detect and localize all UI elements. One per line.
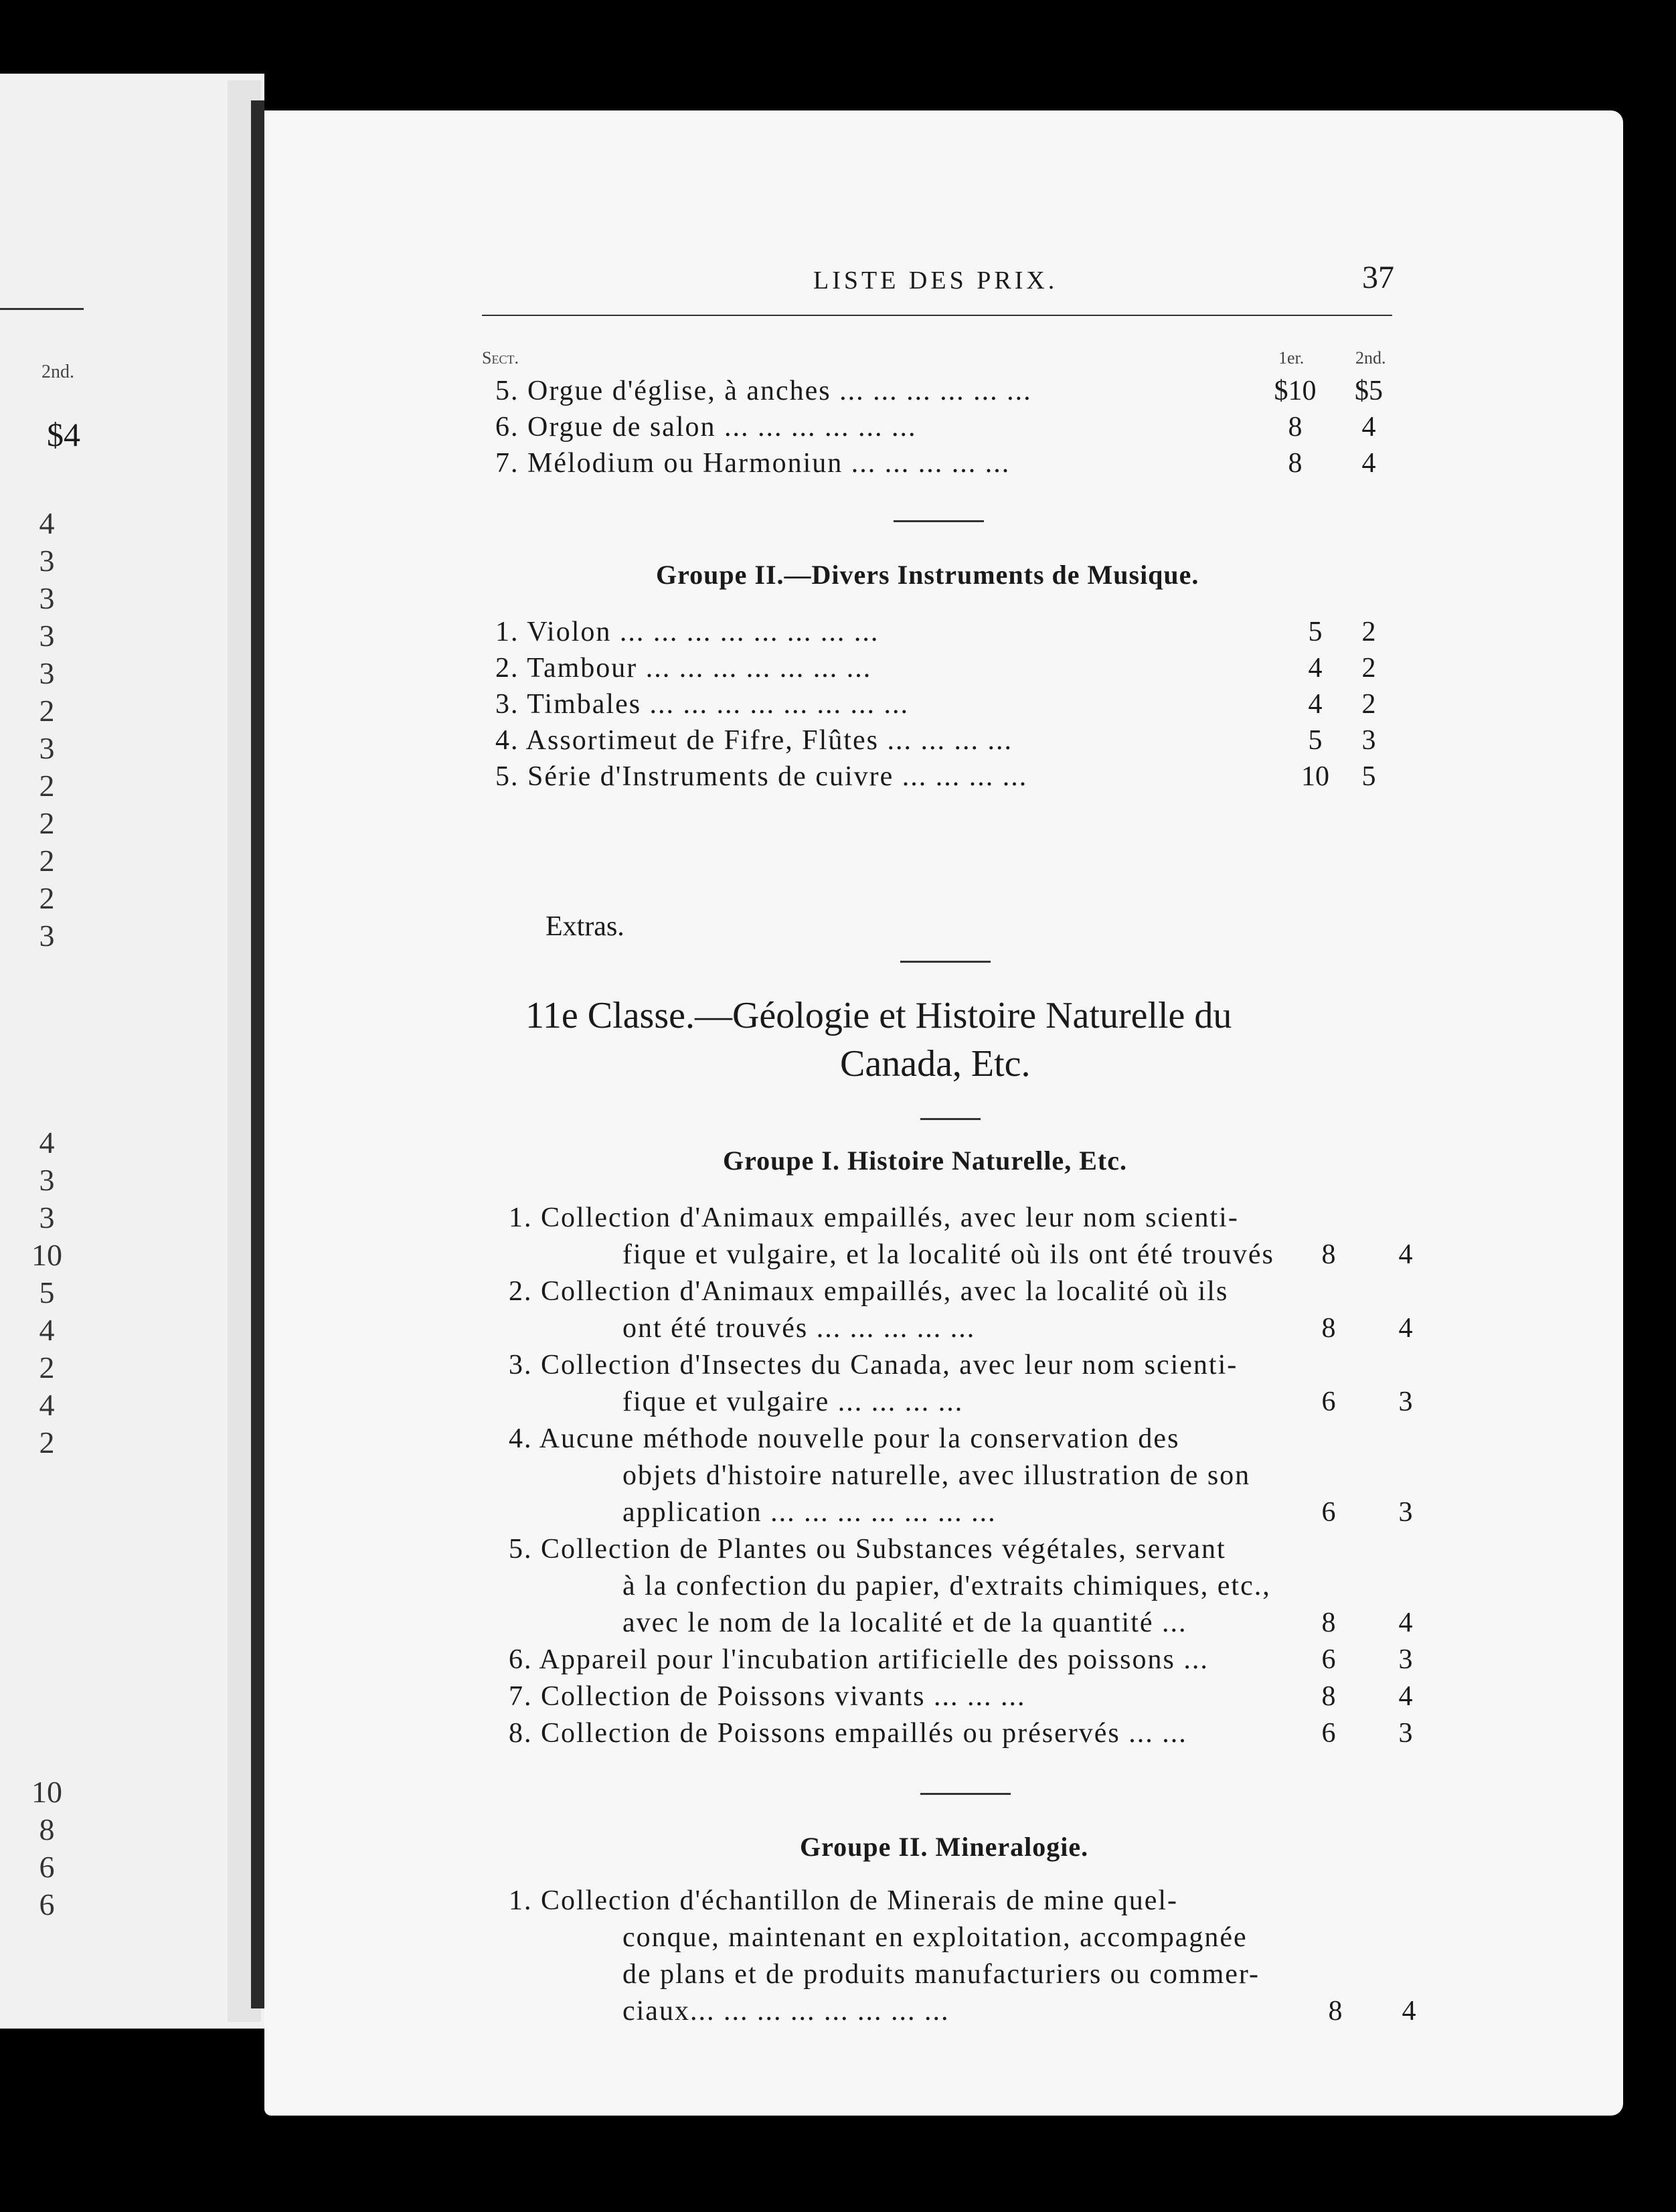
item-label: 7. Mélodium ou Harmoniun ... ... ... ... ...: [495, 448, 1011, 479]
left-value: 2: [39, 806, 55, 840]
first-prize-value: 8: [1321, 1313, 1336, 1344]
book-gutter: [251, 100, 264, 2008]
left-value: 3: [39, 656, 55, 690]
first-prize-value: 5: [1308, 617, 1323, 647]
first-prize-column-label: 1er.: [1278, 348, 1305, 368]
second-prize-value: 5: [1361, 761, 1376, 792]
item-line: 5. Collection de Plantes ou Substances végétales, servant: [509, 1534, 1226, 1565]
first-prize-value: 6: [1321, 1387, 1336, 1417]
item-line: 1. Collection d'Animaux empaillés, avec leur nom scienti-: [509, 1202, 1239, 1233]
second-prize-value: 3: [1398, 1497, 1413, 1528]
left-value: 10: [31, 1238, 62, 1272]
classe-title-line-2: Canada, Etc.: [840, 1043, 1031, 1085]
left-value: 3: [39, 1200, 55, 1235]
classe-title-line-1: 11e Classe.—Géologie et Histoire Naturelle du: [525, 995, 1232, 1036]
item-label: 2. Tambour ... ... ... ... ... ... ...: [495, 653, 872, 684]
left-page-fragment: [0, 74, 264, 2029]
left-value: 4: [39, 1125, 55, 1160]
item-label: 5. Orgue d'église, à anches ... ... ... ... ... ...: [495, 376, 1032, 406]
left-value: 4: [39, 1388, 55, 1422]
groupe-2-title: Groupe II.—Divers Instruments de Musique.: [656, 560, 1199, 590]
item-line: 4. Aucune méthode nouvelle pour la conservation des: [509, 1423, 1180, 1454]
classe-groupe-1-title: Groupe I. Histoire Naturelle, Etc.: [723, 1146, 1127, 1176]
item-line: fique et vulgaire ... ... ... ...: [622, 1387, 964, 1417]
section-divider: [894, 520, 984, 522]
item-label: 4. Assortimeut de Fifre, Flûtes ... ... ... ...: [495, 725, 1013, 756]
first-prize-value: $10: [1274, 376, 1317, 406]
left-value: 4: [39, 1313, 55, 1347]
item-line: ont été trouvés ... ... ... ... ...: [622, 1313, 976, 1344]
first-prize-value: 8: [1288, 448, 1303, 479]
item-line: de plans et de produits manufacturiers ou commer-: [622, 1959, 1260, 1990]
item-line: ciaux... ... ... ... ... ... ... ...: [622, 1996, 950, 2027]
second-prize-value: 3: [1398, 1387, 1413, 1417]
left-value: 2: [39, 694, 55, 728]
second-prize-value: 4: [1361, 412, 1376, 443]
item-line: objets d'histoire naturelle, avec illustration de son: [622, 1460, 1251, 1491]
item-label: 3. Timbales ... ... ... ... ... ... ... ...: [495, 689, 910, 720]
second-prize-value: 2: [1361, 653, 1376, 684]
left-value: 3: [39, 731, 55, 765]
second-prize-value: 4: [1361, 448, 1376, 479]
item-line: avec le nom de la localité et de la quantité ...: [622, 1607, 1187, 1638]
first-prize-value: 6: [1321, 1718, 1336, 1749]
item-label: 1. Violon ... ... ... ... ... ... ... ...: [495, 617, 879, 647]
second-prize-value: 4: [1398, 1607, 1413, 1638]
left-value: 10: [31, 1775, 62, 1809]
left-value: 4: [39, 506, 55, 540]
second-prize-value: 2: [1361, 617, 1376, 647]
item-label: 5. Série d'Instruments de cuivre ... ... ... ...: [495, 761, 1028, 792]
second-prize-value: 4: [1398, 1681, 1413, 1712]
item-line: 2. Collection d'Animaux empaillés, avec la localité où ils: [509, 1276, 1229, 1307]
classe-groupe-2-title: Groupe II. Mineralogie.: [800, 1832, 1089, 1862]
left-value: 3: [39, 581, 55, 615]
classe-divider: [900, 961, 991, 963]
first-prize-value: 8: [1288, 412, 1303, 443]
item-line: 8. Collection de Poissons empaillés ou préservés ... ...: [509, 1718, 1187, 1749]
left-value: 3: [39, 619, 55, 653]
left-value: 2: [39, 1350, 55, 1385]
second-prize-value: 3: [1398, 1718, 1413, 1749]
page-number: 37: [1362, 260, 1394, 295]
first-prize-value: 5: [1308, 725, 1323, 756]
second-prize-value: 4: [1402, 1996, 1416, 2027]
item-line: conque, maintenant en exploitation, accompagnée: [622, 1922, 1248, 1953]
first-prize-value: 10: [1301, 761, 1329, 792]
running-title: LISTE DES PRIX.: [813, 266, 1058, 295]
left-rule: [0, 308, 84, 310]
first-prize-value: 6: [1321, 1644, 1336, 1675]
item-line: application ... ... ... ... ... ... ...: [622, 1497, 997, 1528]
second-prize-value: 4: [1398, 1239, 1413, 1270]
document-page: [264, 110, 1623, 2116]
second-prize-value: $5: [1355, 376, 1383, 406]
first-prize-value: 8: [1321, 1681, 1336, 1712]
header-rule: [482, 315, 1392, 316]
second-prize-value: 3: [1398, 1644, 1413, 1675]
second-prize-value: 3: [1361, 725, 1376, 756]
first-prize-value: 8: [1321, 1607, 1336, 1638]
first-prize-value: 6: [1321, 1497, 1336, 1528]
left-column-label: 2nd.: [41, 362, 74, 382]
left-value: 3: [39, 919, 55, 953]
item-label: 6. Orgue de salon ... ... ... ... ... ...: [495, 412, 917, 443]
item-line: fique et vulgaire, et la localité où ils ont été trouvés: [622, 1239, 1274, 1270]
left-value: 8: [39, 1812, 55, 1846]
left-value: 2: [39, 769, 55, 803]
item-line: 7. Collection de Poissons vivants ... ... ...: [509, 1681, 1026, 1712]
item-line: 1. Collection d'échantillon de Minerais de mine quel-: [509, 1885, 1178, 1916]
first-prize-value: 4: [1308, 689, 1323, 720]
left-first-value: $4: [47, 416, 80, 453]
first-prize-value: 8: [1328, 1996, 1343, 2027]
item-line: 3. Collection d'Insectes du Canada, avec leur nom scienti-: [509, 1350, 1238, 1380]
left-value: 2: [39, 844, 55, 878]
item-line: à la confection du papier, d'extraits chimiques, etc.,: [622, 1571, 1271, 1601]
item-line: 6. Appareil pour l'incubation artificielle des poissons ...: [509, 1644, 1209, 1675]
sect-column-label: Sect.: [482, 348, 519, 368]
groupe-1-divider: [920, 1118, 981, 1120]
left-value: 6: [39, 1887, 55, 1921]
groupe-2-extras: Extras.: [546, 911, 624, 942]
left-value: 2: [39, 1425, 55, 1459]
first-prize-value: 4: [1308, 653, 1323, 684]
left-value: 6: [39, 1850, 55, 1884]
second-prize-column-label: 2nd.: [1355, 348, 1386, 368]
left-value: 3: [39, 1163, 55, 1197]
second-prize-value: 4: [1398, 1313, 1413, 1344]
left-value: 2: [39, 881, 55, 915]
second-prize-value: 2: [1361, 689, 1376, 720]
left-value: 3: [39, 544, 55, 578]
left-value: 5: [39, 1275, 55, 1310]
groupe-2-divider: [920, 1793, 1011, 1795]
first-prize-value: 8: [1321, 1239, 1336, 1270]
